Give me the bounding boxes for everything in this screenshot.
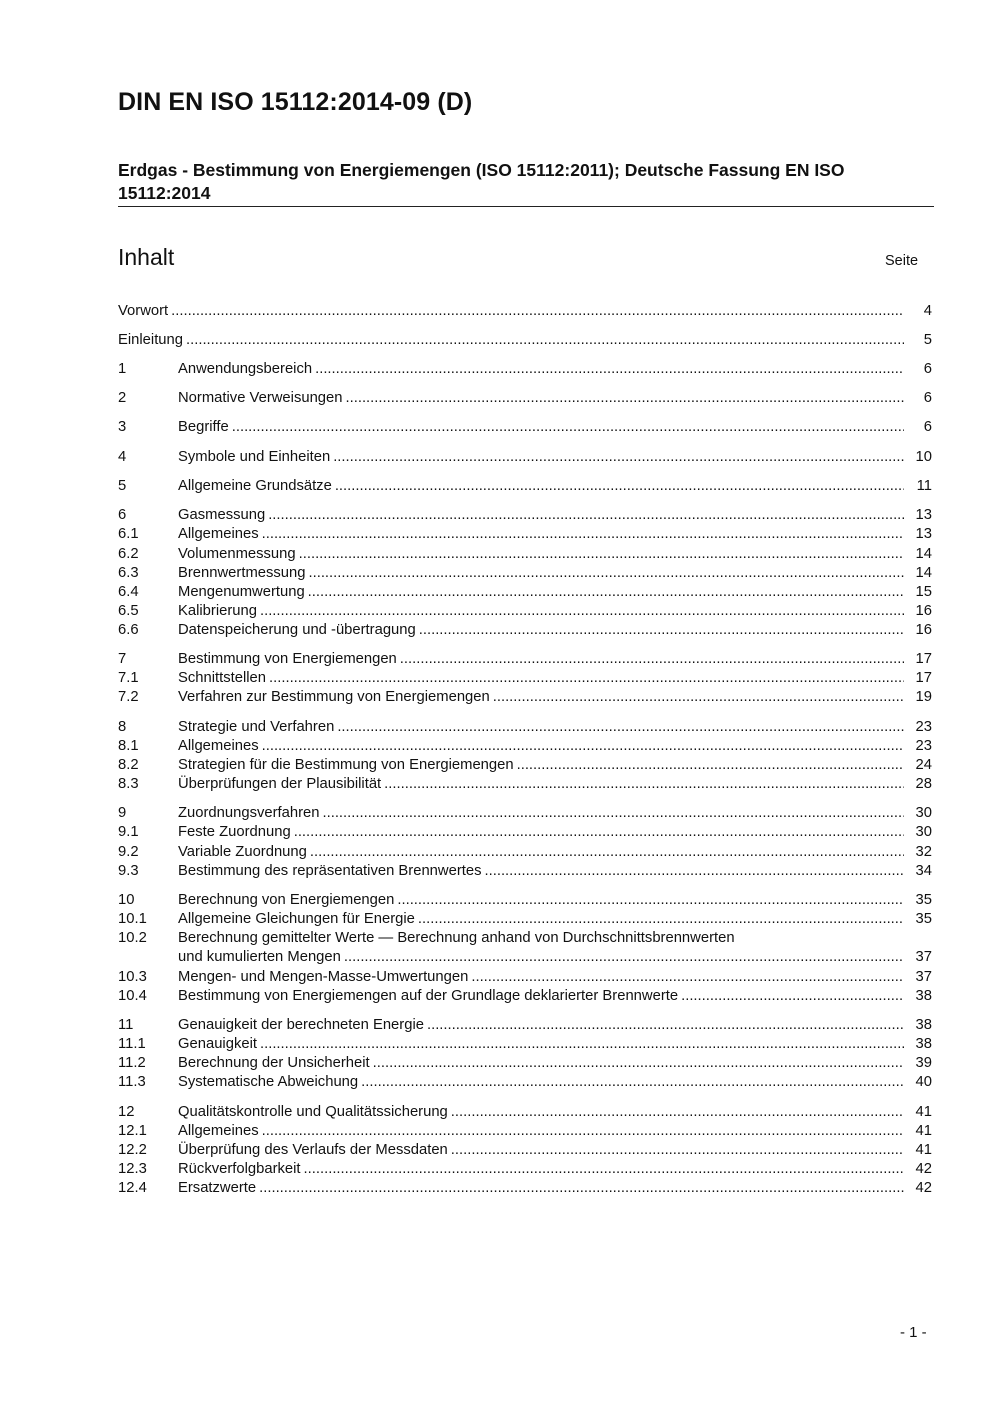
toc-entry-title: Bestimmung des repräsentativen Brennwertes (178, 863, 482, 879)
toc-entry-page: 23 (915, 738, 932, 754)
toc-entry-number: 11.2 (118, 1055, 146, 1071)
toc-entry-number: 11 (118, 1017, 134, 1033)
toc-leader-dots (471, 968, 904, 987)
toc-entry-page: 41 (915, 1142, 932, 1158)
toc-entry-number: 12.2 (118, 1142, 147, 1158)
toc-entry[interactable] (118, 602, 932, 621)
toc-entry-title: Allgemeine Gleichungen für Energie (178, 911, 415, 927)
toc-entry-number: 9 (118, 805, 127, 821)
toc-entry-page: 30 (915, 824, 932, 840)
toc-entry-title: Allgemeines (178, 1123, 259, 1139)
toc-entry-title: Variable Zuordnung (178, 844, 307, 860)
toc-entry-title: Strategien für die Bestimmung von Energiemengen (178, 757, 514, 773)
toc-leader-dots (335, 477, 904, 496)
toc-entry-page: 16 (915, 603, 932, 619)
toc-entry-page: 41 (915, 1123, 932, 1139)
toc-entry[interactable] (118, 448, 932, 467)
toc-entry-title: Ersatzwerte (178, 1180, 257, 1196)
toc-leader-dots (451, 1103, 904, 1122)
toc-leader-dots (262, 737, 904, 756)
toc-entry-title: Vorwort (118, 303, 169, 319)
toc-leader-dots (315, 360, 904, 379)
toc-entry-title: Datenspeicherung und -übertragung (178, 622, 416, 638)
toc-entry-title: Bestimmung von Energiemengen (178, 651, 397, 667)
toc-entry-page: 19 (915, 689, 932, 705)
toc-entry-page: 39 (915, 1055, 932, 1071)
toc-leader-dots (485, 862, 905, 881)
toc-entry[interactable] (118, 650, 932, 669)
toc-entry-page: 15 (915, 584, 932, 600)
toc-entry-page: 37 (915, 949, 932, 965)
toc-leader-dots (259, 1179, 904, 1198)
toc-entry-page: 17 (915, 670, 932, 686)
toc-leader-dots (304, 1160, 904, 1179)
toc-entry-number: 8 (118, 719, 127, 735)
toc-entry-page: 23 (915, 719, 932, 735)
toc-entry[interactable] (118, 891, 932, 910)
toc-entry-number: 12 (118, 1104, 135, 1120)
toc-entry-page: 4 (923, 303, 932, 319)
toc-entry-number: 11.3 (118, 1074, 146, 1090)
toc-entry-number: 10.1 (118, 911, 147, 927)
toc-entry[interactable] (118, 718, 932, 737)
toc-leader-dots (346, 389, 905, 408)
toc-entry-title: Volumenmessung (178, 546, 296, 562)
toc-leader-dots (373, 1054, 904, 1073)
toc-entry[interactable] (118, 418, 932, 437)
toc-entry-page: 11 (916, 478, 932, 494)
toc-entry-number: 7.2 (118, 689, 139, 705)
toc-entry-number: 10.4 (118, 988, 147, 1004)
toc-entry[interactable] (118, 302, 932, 321)
toc-leader-dots (260, 602, 904, 621)
toc-leader-dots (517, 756, 904, 775)
toc-entry[interactable] (118, 968, 932, 987)
toc-entry-title: Verfahren zur Bestimmung von Energiemengen (178, 689, 490, 705)
toc-entry[interactable] (118, 477, 932, 496)
toc-entry-number: 3 (118, 419, 127, 435)
toc-entry[interactable] (118, 804, 932, 823)
toc-entry[interactable] (118, 775, 932, 794)
toc-entry-title: Genauigkeit der berechneten Energie (178, 1017, 424, 1033)
toc-entry[interactable] (118, 583, 932, 602)
toc-leader-dots (384, 775, 904, 794)
toc-leader-dots (308, 564, 904, 583)
toc-entry[interactable] (118, 1160, 932, 1179)
toc-entry-title: Berechnung von Energiemengen (178, 892, 395, 908)
toc-entry-number: 12.4 (118, 1180, 147, 1196)
toc-entry-title: Normative Verweisungen (178, 390, 343, 406)
toc-entry-title: Gasmessung (178, 507, 266, 523)
toc-leader-dots (400, 650, 904, 669)
toc-entry[interactable] (118, 843, 932, 862)
toc-entry[interactable] (118, 1179, 932, 1198)
toc-leader-dots (418, 910, 904, 929)
toc-entry-number: 12.3 (118, 1161, 147, 1177)
toc-entry[interactable] (118, 688, 932, 707)
document-subtitle: Erdgas - Bestimmung von Energiemengen (ISO 15112:2011); Deutsche Fassung EN ISO 15112:2014 (118, 160, 845, 203)
toc-entry-title: Überprüfung des Verlaufs der Messdaten (178, 1142, 448, 1158)
toc-entry-page: 38 (915, 1036, 932, 1052)
toc-entry[interactable] (118, 669, 932, 688)
toc-leader-dots (186, 331, 904, 350)
toc-entry-title: Allgemeines (178, 526, 259, 542)
toc-entry[interactable] (118, 1035, 932, 1054)
toc-leader-dots (681, 987, 904, 1006)
toc-entry-title: Bestimmung von Energiemengen auf der Grundlage deklarierter Brennwerte (178, 988, 679, 1004)
toc-leader-dots (260, 1035, 904, 1054)
toc-entry-number: 6.4 (118, 584, 139, 600)
toc-entry[interactable] (118, 525, 932, 544)
toc-leader-dots (310, 843, 904, 862)
toc-entry-title: Systematische Abweichung (178, 1074, 359, 1090)
toc-entry-page: 6 (923, 361, 932, 377)
toc-entry-page: 42 (915, 1180, 932, 1196)
toc-entry[interactable] (118, 1141, 932, 1160)
toc-leader-dots (269, 669, 904, 688)
toc-entry-number: 2 (118, 390, 127, 406)
toc-leader-dots (419, 621, 904, 640)
toc-entry-title: Feste Zuordnung (178, 824, 291, 840)
toc-leader-dots (294, 823, 904, 842)
toc-entry-page: 32 (915, 844, 932, 860)
document-title: DIN EN ISO 15112:2014-09 (D) (118, 88, 473, 116)
toc-entry[interactable] (118, 1054, 932, 1073)
toc-entry[interactable] (118, 564, 932, 583)
toc-entry[interactable] (118, 910, 932, 929)
toc-leader-dots (262, 1122, 904, 1141)
toc-entry-title: Brennwertmessung (178, 565, 306, 581)
toc-entry-title: Zuordnungsverfahren (178, 805, 320, 821)
toc-entry-number: 10.3 (118, 969, 147, 985)
toc-entry-title: Anwendungsbereich (178, 361, 313, 377)
toc-entry-number: 8.2 (118, 757, 139, 773)
toc-entry-title: Strategie und Verfahren (178, 719, 335, 735)
toc-leader-dots (451, 1141, 904, 1160)
toc-leader-dots (262, 525, 904, 544)
toc-entry-page: 13 (915, 526, 932, 542)
toc-entry-number: 12.1 (118, 1123, 147, 1139)
toc-entry-title: Einleitung (118, 332, 183, 348)
toc-entry-number: 6.3 (118, 565, 139, 581)
toc-entry-title: Überprüfungen der Plausibilität (178, 776, 382, 792)
toc-entry-number: 10 (118, 892, 135, 908)
toc-entry-page: 6 (923, 419, 932, 435)
toc-entry-page: 13 (915, 507, 932, 523)
toc-entry[interactable] (118, 862, 932, 881)
toc-leader-dots (333, 448, 904, 467)
toc-entry-page: 10 (915, 449, 932, 465)
toc-entry-number: 6.5 (118, 603, 139, 619)
toc-entry-title: Genauigkeit (178, 1036, 257, 1052)
toc-entry-title: Berechnung der Unsicherheit (178, 1055, 370, 1071)
toc-entry[interactable] (118, 929, 932, 948)
toc-entry[interactable] (118, 1073, 932, 1092)
toc-leader-dots (397, 891, 904, 910)
toc-entry-number: 11.1 (118, 1036, 146, 1052)
toc-entry-title: Allgemeines (178, 738, 259, 754)
toc-entry[interactable] (118, 331, 932, 350)
toc-entry-number: 4 (118, 449, 127, 465)
toc-entry[interactable] (118, 545, 932, 564)
toc-entry-number: 7.1 (118, 670, 139, 686)
toc-entry[interactable] (118, 360, 932, 379)
toc-entry-title: Berechnung gemittelter Werte — Berechnung anhand von Durchschnittsbrennwerten (178, 930, 735, 946)
toc-entry[interactable] (118, 1103, 932, 1122)
toc-entry-title: Kalibrierung (178, 603, 257, 619)
toc-entry-number: 9.2 (118, 844, 139, 860)
toc-entry-page: 38 (915, 988, 932, 1004)
toc-entry-number: 7 (118, 651, 127, 667)
toc-entry-title: Schnittstellen (178, 670, 267, 686)
toc-leader-dots (268, 506, 904, 525)
toc-entry-number: 6 (118, 507, 127, 523)
toc-leader-dots (299, 545, 904, 564)
toc-entry[interactable] (118, 506, 932, 525)
toc-entry[interactable] (118, 756, 932, 775)
toc-page-column-label: Seite (885, 253, 919, 269)
toc-leader-dots (171, 302, 904, 321)
toc-entry-page: 35 (915, 911, 932, 927)
toc-entry-number: 6.1 (118, 526, 139, 542)
toc-entry-page: 24 (915, 757, 932, 773)
toc-entry-page: 40 (915, 1074, 932, 1090)
toc-entry-number: 9.1 (118, 824, 139, 840)
table-of-contents (118, 0, 932, 1403)
toc-entry[interactable] (118, 1016, 932, 1035)
toc-entry[interactable] (118, 621, 932, 640)
toc-entry-title: Rückverfolgbarkeit (178, 1161, 301, 1177)
toc-entry-number: 1 (118, 361, 127, 377)
toc-entry-number: 8.1 (118, 738, 139, 754)
toc-entry-title: Symbole und Einheiten (178, 449, 331, 465)
toc-entry-number: 6.2 (118, 546, 139, 562)
toc-entry-number: 5 (118, 478, 127, 494)
toc-entry[interactable] (118, 737, 932, 756)
toc-entry-page: 30 (915, 805, 932, 821)
toc-entry-page: 34 (915, 863, 932, 879)
toc-entry[interactable] (118, 389, 932, 408)
toc-entry-page: 35 (915, 892, 932, 908)
toc-entry-page: 5 (923, 332, 932, 348)
toc-leader-dots (361, 1073, 904, 1092)
toc-entry-page: 41 (915, 1104, 932, 1120)
toc-entry-title: Mengenumwertung (178, 584, 305, 600)
toc-entry-number: 9.3 (118, 863, 139, 879)
toc-leader-dots (337, 718, 904, 737)
toc-leader-dots (232, 418, 904, 437)
toc-leader-dots (308, 583, 904, 602)
toc-entry[interactable] (118, 987, 932, 1006)
toc-entry[interactable] (118, 823, 932, 842)
toc-heading: Inhalt (118, 244, 175, 270)
toc-leader-dots (344, 948, 904, 967)
toc-leader-dots (427, 1016, 904, 1035)
toc-entry-page: 37 (915, 969, 932, 985)
toc-leader-dots (493, 688, 904, 707)
toc-entry-page: 17 (915, 651, 932, 667)
page-number: - 1 - (900, 1324, 927, 1341)
toc-entry-page: 14 (915, 546, 932, 562)
toc-entry-page: 14 (915, 565, 932, 581)
toc-entry-title: Qualitätskontrolle und Qualitätssicherung (178, 1104, 448, 1120)
toc-entry[interactable] (118, 1122, 932, 1141)
toc-entry-page: 38 (915, 1017, 932, 1033)
toc-entry-page: 16 (915, 622, 932, 638)
toc-entry-page: 28 (915, 776, 932, 792)
toc-entry-page: 6 (923, 390, 932, 406)
toc-entry-number: 8.3 (118, 776, 139, 792)
toc-entry-title: Allgemeine Grundsätze (178, 478, 332, 494)
toc-entry-title: Mengen- und Mengen-Masse-Umwertungen (178, 969, 469, 985)
toc-entry-number: 10.2 (118, 930, 147, 946)
toc-entry-number: 6.6 (118, 622, 139, 638)
toc-leader-dots (322, 804, 904, 823)
toc-entry-title-continuation: und kumulierten Mengen (178, 949, 341, 965)
toc-entry-title: Begriffe (178, 419, 229, 435)
toc-entry-page: 42 (915, 1161, 932, 1177)
toc-entry-continuation[interactable] (118, 948, 932, 967)
